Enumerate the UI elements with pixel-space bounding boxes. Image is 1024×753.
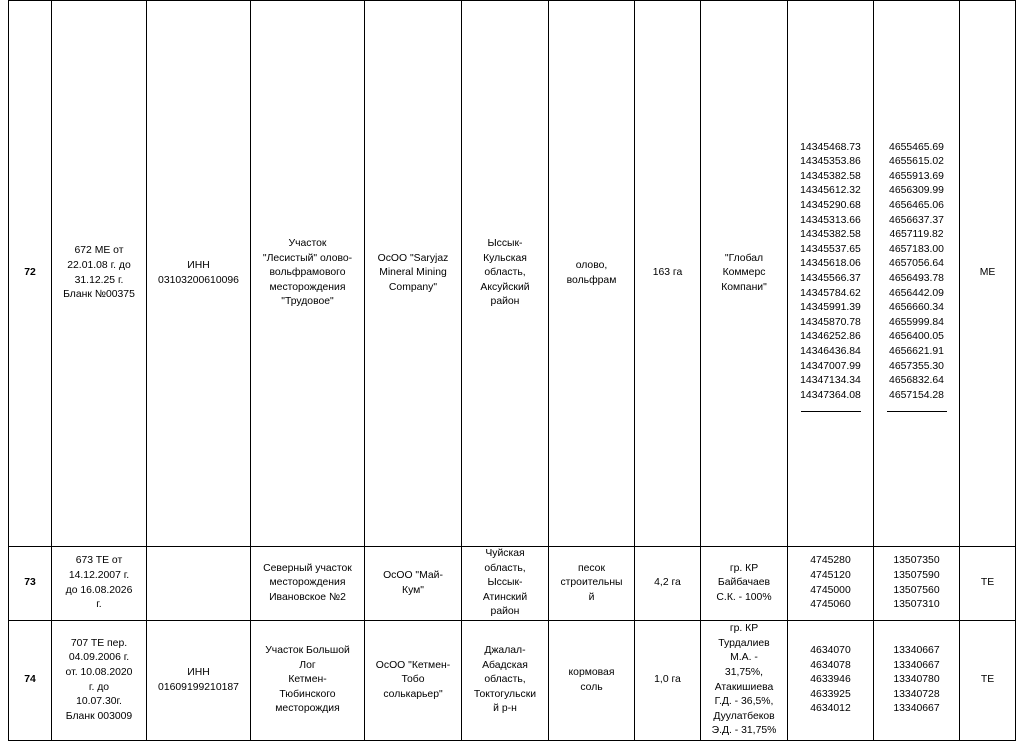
type-cell: TE bbox=[960, 621, 1016, 741]
mineral-cell: кормовая соль bbox=[549, 621, 635, 741]
license-registry-table bbox=[8, 0, 1016, 741]
owner-cell: гр. КР Турдалиев М.А. - 31,75%, Атакишиева Г.Д. - 36,5%, Дуулатбеков Э.Д. - 31,75% bbox=[701, 621, 788, 741]
company-cell: ОсОО "Кетмен- Тобо солькарьер" bbox=[365, 621, 462, 741]
row-number: 74 bbox=[9, 621, 52, 741]
license-cell: 707 TE пер. 04.09.2006 г. от. 10.08.2020 г. до 10.07.30г. Бланк 003009 bbox=[52, 621, 147, 741]
table-row-72 bbox=[9, 1, 1016, 547]
x-coordinates-cell bbox=[788, 621, 874, 741]
y-coordinates: 13507350 13507590 13507560 13507310 bbox=[893, 555, 940, 611]
owner-cell: "Глобал Коммерс Компани" bbox=[701, 1, 788, 547]
site-cell: Северный участок месторождения Ивановское №2 bbox=[251, 547, 365, 621]
y-coordinates-cell bbox=[874, 547, 960, 621]
row-number: 73 bbox=[9, 547, 52, 621]
mineral-cell: олово, вольфрам bbox=[549, 1, 635, 547]
area-cell: 4,2 га bbox=[635, 547, 701, 621]
area-cell: 1,0 га bbox=[635, 621, 701, 741]
separator-line bbox=[887, 411, 947, 412]
license-cell: 672 ME от 22.01.08 г. до 31.12.25 г. Бланк №00375 bbox=[52, 1, 147, 547]
table-row-73 bbox=[9, 547, 1016, 621]
inn-cell: ИНН 01609199210187 bbox=[147, 621, 251, 741]
region-cell: Джалал- Абадская область, Токтогульски й р-н bbox=[462, 621, 549, 741]
area-cell: 163 га bbox=[635, 1, 701, 547]
inn-cell bbox=[147, 547, 251, 621]
site-cell: Участок Большой Лог Кетмен- Тюбинского месторождия bbox=[251, 621, 365, 741]
x-coordinates-cell bbox=[788, 547, 874, 621]
company-cell: ОсОО "Saryjaz Mineral Mining Company" bbox=[365, 1, 462, 547]
type-cell: TE bbox=[960, 547, 1016, 621]
separator-line bbox=[801, 411, 861, 412]
owner-cell: гр. КР Байбачаев С.К. - 100% bbox=[701, 547, 788, 621]
y-coordinates-cell bbox=[874, 1, 960, 547]
type-cell: ME bbox=[960, 1, 1016, 547]
x-coordinates: 4745280 4745120 4745000 4745060 bbox=[810, 555, 851, 611]
x-coordinates: 14345468.73 14345353.86 14345382.58 14345612.32 14345290.68 14345313.66 14345382.58 14345537.65 14345618.06 14345566.37 14345784.62 14345991.39 14345870.78 14346252.86 14346436.84 14347007.99 14347134.34 14347364.08 bbox=[800, 141, 861, 401]
site-cell: Участок "Лесистый" олово- вольфрамового месторождения "Трудовое" bbox=[251, 1, 365, 547]
license-cell: 673 TE от 14.12.2007 г. до 16.08.2026 г. bbox=[52, 547, 147, 621]
y-coordinates: 13340667 13340667 13340780 13340728 13340667 bbox=[893, 645, 940, 715]
y-coordinates-cell bbox=[874, 621, 960, 741]
region-cell: Ыссык- Кульская область, Аксуйский район bbox=[462, 1, 549, 547]
x-coordinates: 4634070 4634078 4633946 4633925 4634012 bbox=[810, 645, 851, 715]
y-coordinates: 4655465.69 4655615.02 4655913.69 4656309.99 4656465.06 4656637.37 4657119.82 4657183.00 4657056.64 4656493.78 4656442.09 4656660.34 4655999.84 4656400.05 4656621.91 4657355.30 4656832.64 4657154.28 bbox=[889, 141, 944, 401]
mineral-cell: песок строительны й bbox=[549, 547, 635, 621]
inn-cell: ИНН 03103200610096 bbox=[147, 1, 251, 547]
row-number: 72 bbox=[9, 1, 52, 547]
x-coordinates-cell bbox=[788, 1, 874, 547]
company-cell: ОсОО "Май- Кум" bbox=[365, 547, 462, 621]
table-row-74 bbox=[9, 621, 1016, 741]
region-cell: Чуйская область, Ыссык- Атинский район bbox=[462, 547, 549, 621]
